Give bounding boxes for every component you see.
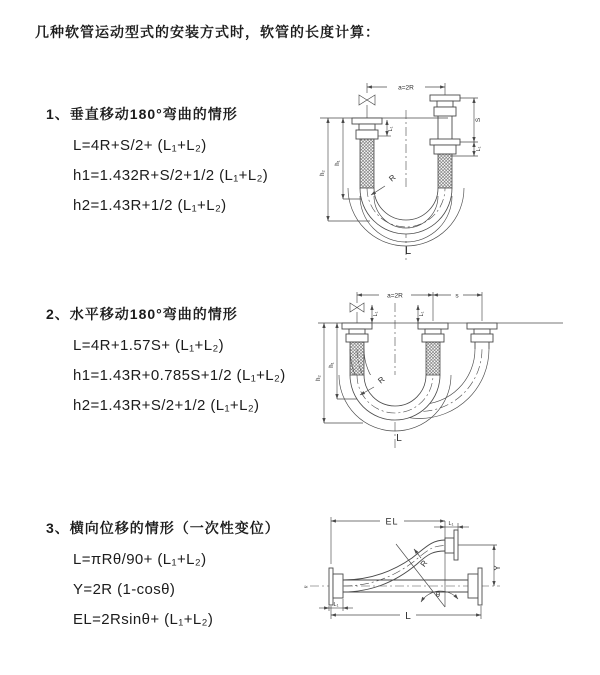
- centerline-break-mark: ≈: [304, 584, 308, 591]
- formula: h2=1.43R+S/2+1/2 (L₁+L₂): [73, 397, 260, 414]
- formula: L=πRθ/90+ (L₁+L₂): [73, 551, 207, 568]
- dim-label-h2: h₂: [316, 375, 322, 381]
- dim-label-l: L: [396, 433, 402, 444]
- formula: L=4R+S/2+ (L₁+L₂): [73, 137, 207, 154]
- braided-hose-section: [350, 342, 364, 375]
- dim-l1-mid: [418, 305, 425, 323]
- braided-hose-section: [426, 342, 440, 375]
- dim-label-l1: L₁: [333, 602, 339, 608]
- dim-label-r: R: [387, 172, 398, 184]
- page-title: 几种软管运动型式的安装方式时，软管的长度计算：: [35, 24, 380, 40]
- dim-l: [331, 606, 481, 622]
- dim-s: [433, 293, 482, 300]
- formula: h2=1.43R+1/2 (L₁+L₂): [73, 197, 227, 214]
- angle-construction: [396, 544, 458, 607]
- dim-label-a2r: a=2R: [387, 292, 403, 300]
- right-fitting: [467, 323, 497, 349]
- dim-el: [331, 517, 445, 608]
- right-fitting: [430, 95, 460, 188]
- upper-flange: [445, 530, 458, 560]
- angle-label-theta: θ: [435, 590, 441, 599]
- dim-label-l1: L₁: [388, 126, 394, 132]
- radius-callout: [414, 549, 429, 569]
- dim-label-a2r: a=2R: [398, 84, 414, 92]
- dim-a2r: [367, 83, 445, 95]
- dim-label-s: S: [475, 117, 482, 123]
- diagram-lateral-displacement: [300, 500, 600, 640]
- section-2-heading: 2、水平移动180°弯曲的情形: [46, 306, 238, 322]
- diagram-horizontal-180-bend: [313, 283, 600, 458]
- formula: h1=1.432R+S/2+1/2 (L₁+L₂): [73, 167, 269, 184]
- valve-icon: [350, 303, 364, 323]
- braided-hose-section: [438, 154, 452, 188]
- dim-s: [460, 98, 482, 142]
- valve-icon: [359, 95, 375, 118]
- dim-label-h1: h₁: [329, 362, 335, 368]
- right-flange: [468, 568, 482, 605]
- dim-label-s: s: [455, 292, 459, 300]
- dim-label-r: R: [376, 374, 387, 386]
- dim-l1-bottom: [319, 599, 353, 611]
- middle-fitting: [418, 323, 448, 375]
- diagram-vertical-180-bend: [315, 68, 600, 268]
- dim-label-l: L: [405, 611, 411, 622]
- section-3-heading: 3、横向位移的情形（一次性变位）: [46, 520, 280, 536]
- dim-label-r: R: [418, 558, 430, 569]
- dim-label-h1: h₁: [335, 160, 341, 166]
- hose-s-curve: [343, 540, 445, 592]
- dim-label-y: Y: [493, 565, 502, 571]
- dim-l1-left: [372, 305, 379, 323]
- dim-label-l: L: [404, 245, 412, 257]
- left-fitting: [342, 323, 372, 375]
- dim-label-l1: L₁: [419, 311, 425, 317]
- dim-label-el: EL: [385, 516, 399, 527]
- formula: EL=2Rsinθ+ (L₁+L₂): [73, 611, 214, 628]
- dim-label-l1: L₁: [373, 311, 379, 317]
- dim-label-h2: h₂: [320, 170, 326, 176]
- formula: h1=1.43R+0.785S+1/2 (L₁+L₂): [73, 367, 286, 384]
- section-1: [46, 104, 268, 214]
- section-1-heading: 1、垂直移动180°弯曲的情形: [46, 106, 238, 122]
- left-flange: [329, 568, 343, 605]
- formula: L=4R+1.57S+ (L₁+L₂): [73, 337, 225, 354]
- left-fitting: [352, 118, 382, 188]
- section-3: [46, 518, 280, 628]
- section-2: [46, 304, 286, 414]
- dim-label-l1: L₁: [448, 521, 454, 527]
- braided-hose-section: [360, 139, 374, 188]
- dim-l1-top: [434, 521, 469, 530]
- dim-label-l1: L₁: [476, 146, 482, 152]
- formula: Y=2R (1-cosθ): [73, 581, 176, 598]
